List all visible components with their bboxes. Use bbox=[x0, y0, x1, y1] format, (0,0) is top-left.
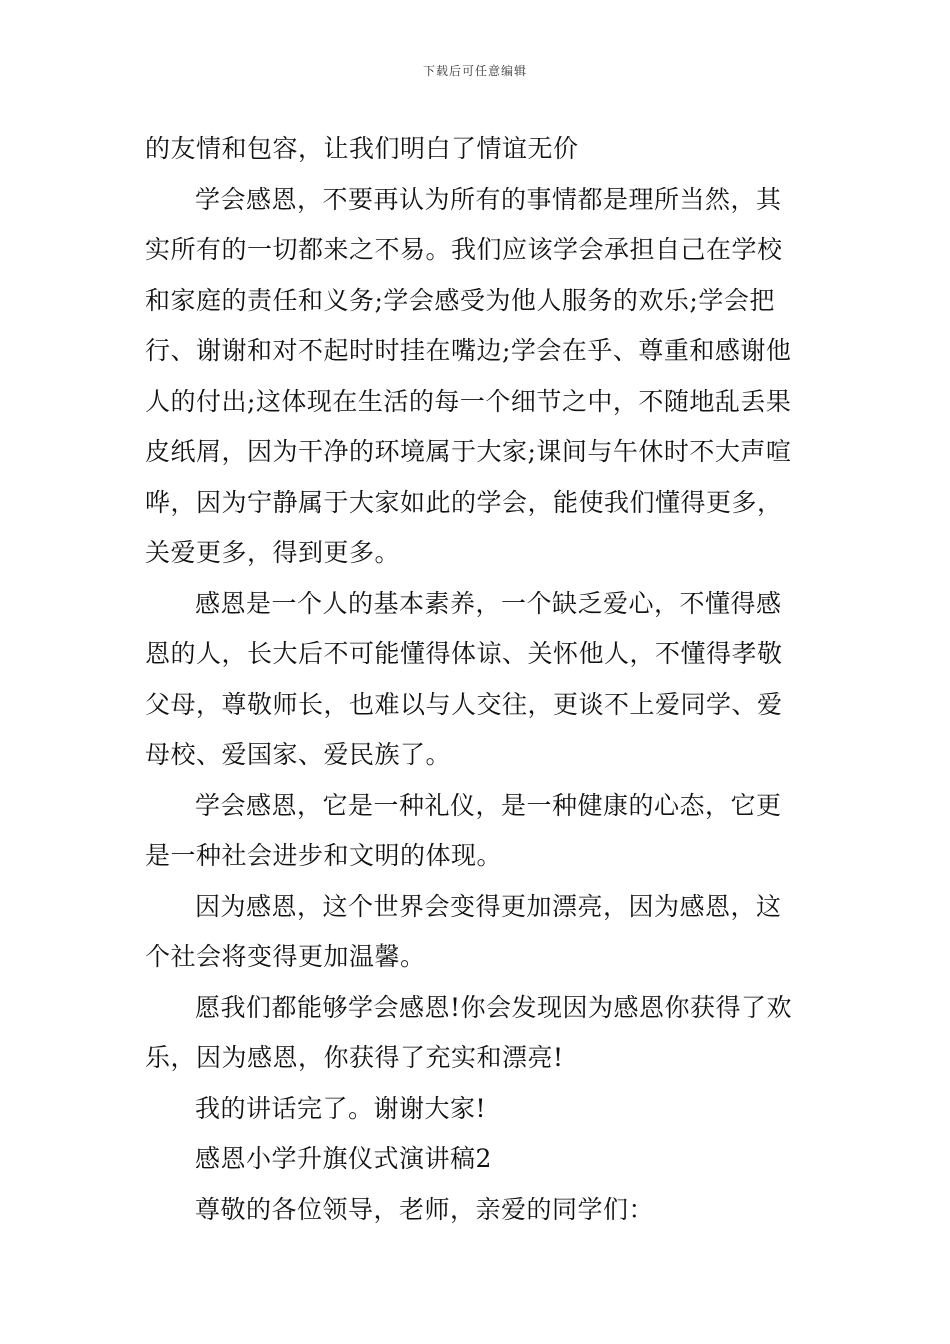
text-line: 皮纸屑，因为干净的环境属于大家;课间与午休时不大声喧 bbox=[145, 437, 792, 466]
text-line: 个社会将变得更加温馨。 bbox=[145, 942, 426, 971]
paragraph-first-line: 愿我们都能够学会感恩!你会发现因为感恩你获得了欢 bbox=[195, 992, 793, 1022]
paragraph-first-line: 学会感恩，它是一种礼仪，是一种健康的心态，它更 bbox=[195, 790, 782, 820]
document-body bbox=[145, 124, 810, 1235]
text-line: 乐，因为感恩，你获得了充实和漂亮! bbox=[145, 1043, 564, 1072]
text-line: 恩的人，长大后不可能懂得体谅、关怀他人，不懂得孝敬 bbox=[145, 639, 783, 668]
text-line: 父母，尊敬师长，也难以与人交往，更谈不上爱同学、爱 bbox=[145, 689, 783, 719]
page-header: 下载后可任意编辑 bbox=[422, 64, 527, 78]
paragraph-first-line: 感恩是一个人的基本素养，一个缺乏爱心，不懂得感 bbox=[195, 588, 782, 618]
paragraph-first-line: 学会感恩，不要再认为所有的事情都是理所当然，其 bbox=[195, 184, 782, 214]
text-line: 实所有的一切都来之不易。我们应该学会承担自己在学校 bbox=[145, 235, 783, 264]
text-line: 的友情和包容，让我们明白了情谊无价 bbox=[145, 134, 579, 163]
text-line: 和家庭的责任和义务;学会感受为他人服务的欢乐;学会把 bbox=[145, 285, 775, 315]
salutation: 尊敬的各位领导，老师，亲爱的同学们： bbox=[195, 1194, 655, 1224]
text-line: 哗，因为宁静属于大家如此的学会，能使我们懂得更多， bbox=[145, 487, 783, 517]
text-line: 关爱更多，得到更多。 bbox=[145, 538, 401, 567]
speech-title: 感恩小学升旗仪式演讲稿2 bbox=[195, 1144, 492, 1173]
text-line: 行、谢谢和对不起时时挂在嘴边;学会在乎、尊重和感谢他 bbox=[145, 336, 792, 365]
paragraph-first-line: 我的讲话完了。谢谢大家! bbox=[195, 1093, 487, 1123]
text-line: 是一种社会进步和文明的体现。 bbox=[145, 841, 503, 870]
text-line: 人的付出;这体现在生活的每一个细节之中，不随地乱丢果 bbox=[145, 386, 792, 416]
paragraph-first-line: 因为感恩，这个世界会变得更加漂亮，因为感恩，这 bbox=[195, 891, 782, 921]
text-line: 母校、爱国家、爱民族了。 bbox=[145, 740, 452, 769]
